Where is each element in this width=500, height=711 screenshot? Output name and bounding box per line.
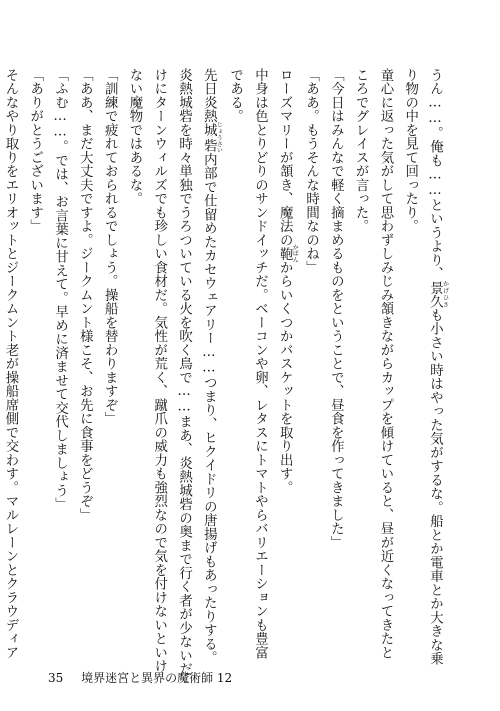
text-line: けにターンウィルズでも珍しい食材だ。気性が荒く、蹴爪の威力も強烈なので気を付けないといけ <box>151 68 167 673</box>
text-line: うん……。俺も……というより、景久 かげひさも小さい時はやった気がするな。船とか電車とか大きな乗 <box>427 68 449 666</box>
text-line: 童心に返った気がして思わずしみじみ頷きながらカップを傾けていると、昼が近くなってきたと <box>377 68 393 660</box>
text-line: 「ふむ……。では、お言葉に甘えて。早めに済ませて交代しましょう」 <box>52 68 68 512</box>
text-line: である。 <box>227 68 243 123</box>
text-line: ころでグレイスが言った。 <box>353 68 369 233</box>
running-title: 境界迷宮と異界の魔術師 12 <box>81 671 233 685</box>
page-number: 35 <box>48 671 64 685</box>
vertical-text-body <box>0 68 449 677</box>
text-line: 「ああ、まだ大丈夫ですよ。ジークムント様こそ、お先に食事をどうぞ」 <box>77 68 93 522</box>
text-line: 「ああ。もうそんな時間なのね」 <box>303 68 319 275</box>
text-line: そんなやり取りをエリオットとジークムント老が操船席側で交わす。マルレーンとクラウディア <box>2 68 18 660</box>
text-line: り物の中を見て回ったり。 <box>402 68 418 233</box>
ruby-annotation: じょうさい <box>215 121 223 154</box>
page-footer <box>48 669 246 686</box>
text-line: 「ありがとうございます」 <box>27 68 43 233</box>
text-line: 炎熱城砦を時々単独でうろついている火を吹く鳥で……まあ、炎熱城砦の奥まで行く者が少ないだ <box>176 68 192 677</box>
text-line: 「今日はみんなで軽く摘まめるものをということで、昼食を作ってきました」 <box>328 68 344 550</box>
ruby-annotation: かばん <box>291 244 299 264</box>
text-line: 中身は色とりどりのサンドイッチだ。ベーコンや卵、レタスにトマトやらバリエーションも豊富 <box>252 68 268 660</box>
text-line: ない魔物ではあるな。 <box>126 68 142 206</box>
text-line: 「訓練で疲れておられるでしょう。操船を替わりますぞ」 <box>102 68 118 426</box>
text-line: ローズマリーが頷き、魔法の鞄 かばんからいくつかバスケットを取り出す。 <box>277 68 299 495</box>
text-line: 先日炎熱城砦 じょうさい内部で仕留めたカセウェアリー……つまり、ヒクイドリの唐揚げもあったりする。 <box>201 68 223 665</box>
ruby-annotation: かげひさ <box>441 280 449 309</box>
